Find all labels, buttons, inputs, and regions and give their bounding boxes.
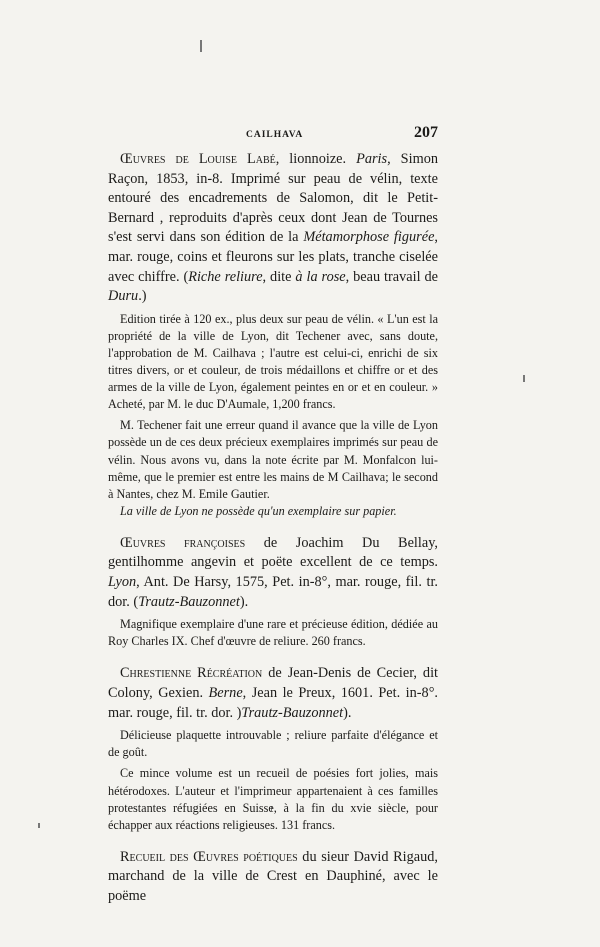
catalog-entry: Œuvres de Louise Labé, lionnoize. Paris, Simon Raçon, 1853, in-8. Imprimé sur peau de vélin, texte entouré des encadrements de Salomon, dit le Petit-Bernard , reproduits d'après ceux dont Jean de Tournes s'est servi dans son édition de la Métamorphose figurée, mar. rouge, coins et fleurons sur les plats, tranche ciselée avec chiffre. (Riche reliure, dite à la rose, beau travail de Duru.) [108,151,438,305]
entry-place: Paris [356,151,388,167]
entry-note: Ce mince volume est un recueil de poésies fort jolies, mais hétérodoxes. L'auteur et l'imprimeur appartenaient à ces familles protestantes réfugiées en Suisse, à la fin du xvie siècle, pour échapper aux réactions religieuses. 131 francs. [108,766,438,832]
catalog-entry: Recueil des Œuvres poétiques du sieur David Rigaud, marchand de la ville de Crest en Dauphiné, avec le poëme [108,848,438,904]
entry-note: Edition tirée à 120 ex., plus deux sur peau de vélin. « L'un est la propriété de la ville de Lyon, dit Techener avec, sans doute, l'approbation de M. Cailhava ; l'autre est celui-ci, enrichi de six titres divers, or et couleur, de trois médaillons et chiffre or et des armes de la ville de Lyon, également peintes en or et en couleur. » Acheté, par M. le duc D'Aumale, 1,200 francs. [108,311,438,412]
entry-title: Œuvres françoises [120,534,246,551]
catalog-entry: Chrestienne Récréation de Jean-Denis de Cecier, dit Colony, Gexien. Berne, Jean le Preux, 1601. Pet. in-8°. mar. rouge, fil. tr. dor. )Trautz-Bauzonnet). [108,665,439,721]
entry-note: Magnifique exemplaire d'une rare et précieuse édition, dédiée au Roy Charles IX. Chef d'œuvre de reliure. 260 francs. [108,617,438,649]
page-body [108,150,438,907]
ink-speck [200,40,202,52]
entry-place: Berne [208,685,243,702]
page-number: 207 [414,124,438,141]
entry-place: Lyon [108,574,137,591]
running-title: CAILHAVA [246,130,304,140]
entry-title: Recueil des Œuvres poétiques [120,848,298,865]
entry-binder: Duru [108,288,139,305]
entry-note: Délicieuse plaquette introuvable ; reliure parfaite d'élégance et de goût. [108,728,438,760]
entry-binder: Trautz-Bauzonnet [241,704,344,721]
entry-title: Chrestienne Récréation [120,665,263,682]
entry-note: La ville de Lyon ne possède qu'un exemplaire sur papier. [120,503,397,518]
ink-speck [38,823,40,828]
catalog-entry: Œuvres françoises de Joachim Du Bellay, gentilhomme angevin et poëte excellent de ce temps. Lyon, Ant. De Harsy, 1575, Pet. in-8°, mar. rouge, fil. tr. dor. (Trautz-Bauzonnet). [108,534,438,610]
entry-binder: Trautz-Bauzonnet [138,593,240,610]
ink-speck [523,375,525,382]
entry-note: M. Techener fait une erreur quand il avance que la ville de Lyon possède un de ces deux précieux exemplaires imprimés sur peau de vélin. Nous avons vu, dans la note écrite par M. Monfalcon lui-même, que le premier est entre les mains de M Cailhava; le second à Nantes, chez M. Emile Gautier. [108,418,438,501]
entry-title: Œuvres de Louise Labé [120,151,276,167]
